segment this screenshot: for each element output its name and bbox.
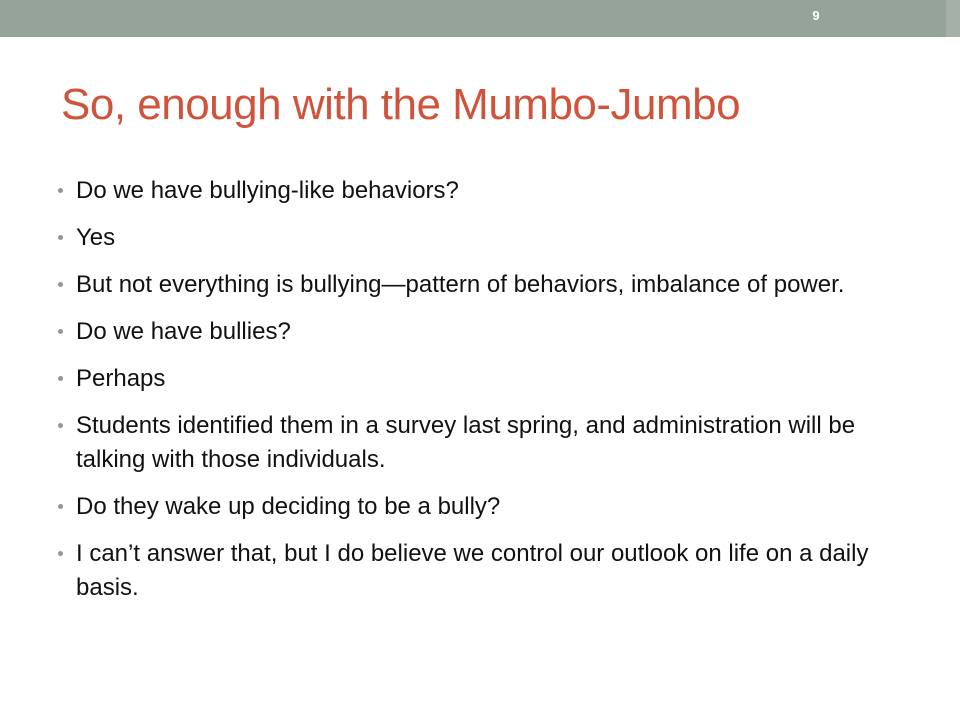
bullet-text: Perhaps [76, 365, 166, 392]
bullet-item [58, 221, 908, 255]
bullet-marker-icon [58, 376, 63, 381]
bullet-marker-icon [58, 188, 63, 193]
bullet-item [58, 268, 908, 302]
slide-number: 9 [812, 8, 820, 23]
bullet-marker-icon [58, 282, 63, 287]
bullet-marker-icon [58, 551, 63, 556]
bullet-item [58, 537, 908, 605]
bullet-text: Do they wake up deciding to be a bully? [76, 493, 501, 520]
bullet-item [58, 409, 908, 477]
header-bar [0, 0, 960, 37]
bullet-marker-icon [58, 504, 63, 509]
bullet-item [58, 490, 908, 524]
slide-title: So, enough with the Mumbo-Jumbo [61, 80, 741, 129]
bullet-list [58, 174, 908, 618]
bullet-text: Yes [76, 224, 116, 251]
bullet-item [58, 315, 908, 349]
bullet-marker-icon [58, 423, 63, 428]
header-bar-accent [946, 0, 960, 37]
bullet-item [58, 362, 908, 396]
bullet-text: I can’t answer that, but I do believe we control our outlook on life on a daily basis. [76, 540, 869, 601]
bullet-text: Do we have bullying-like behaviors? [76, 177, 459, 204]
bullet-marker-icon [58, 329, 63, 334]
bullet-marker-icon [58, 235, 63, 240]
bullet-item [58, 174, 908, 208]
bullet-text: But not everything is bullying—pattern of behaviors, imbalance of power. [76, 271, 845, 298]
bullet-text: Students identified them in a survey last spring, and administration will be talking with those individuals. [76, 412, 856, 473]
bullet-text: Do we have bullies? [76, 318, 291, 345]
